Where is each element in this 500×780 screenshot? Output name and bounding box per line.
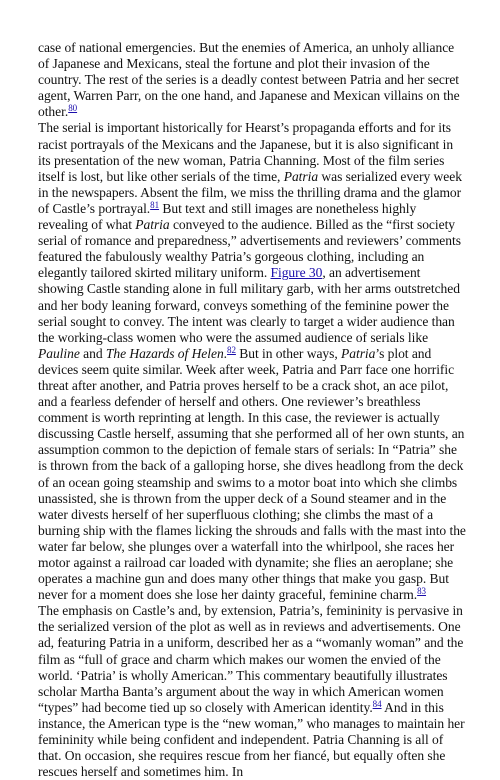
paragraph-1	[38, 40, 466, 120]
footnote-ref	[68, 103, 77, 113]
body-text: ’s plot and devices seem quite similar. Week after week, Patria and Parr face one horrific threat after another, and Patria proves herself to be a crack shot, an ace pilot, and a fearless defender of herself and others. One reviewer’s breathless comment is worth reprinting at length. In this case, the reviewer is actually discussing Castle herself, assuming that she performed all of her own stunts, an assumption common to the depiction of female stars of serials: In “Patria” she is thrown from the back of a galloping horse, she dives headlong from the deck of an ocean going steamship and swims to a motor boat into which she climbs unassisted, she is thrown from the upper deck of a Sound steamer and in the water divests herself of her superfluous clothing; she climbs the mast of a burning ship with the flames licking the shrouds and falls with the mast into the water far below, she plunges over a waterfall into the whirlpool, she races her motor against a railroad car loaded with dynamite; she flies an aeroplane; she operates a machine gun and does many other things that make you gasp. But never for a moment does she lose her dainty graceful, feminine charm.	[38, 345, 466, 603]
footnote-ref	[373, 699, 382, 709]
footnote-ref	[227, 345, 236, 355]
body-text: The emphasis on Castle’s and, by extension, Patria’s, femininity is pervasive in the serialized version of the plot as well as in reviews and advertisements. One ad, featuring Patria in a uniform, described her as a “womanly woman” and the film as “full of grace and charm which makes our women the envied of the world. ‘Patria’ is wholly American.” This commentary beautifully illustrates scholar Martha Banta’s argument about the way in which American women “types” had become tied up so closely with American identity.	[38, 603, 464, 715]
footnote-link[interactable]: 84	[372, 698, 382, 709]
body-text: The serial is important historically for Hearst’s propaganda efforts and for its racist portrayals of the Mexicans and the Japanese, but it is also significant in its presentation of the new woman, Patria Channing. Most of the film series itself is lost, but like other serials of the time,	[38, 120, 454, 184]
footnote-link[interactable]: 83	[417, 586, 427, 597]
body-text: And in this instance, the American type is the “new woman,” who manages to maintain her femininity while being confident and independent. Patria Channing is all of that. On occasion, she requires rescue from her fiancé, but equally often she rescues herself and sometimes him. In	[38, 699, 465, 780]
footnote-link[interactable]: 80	[68, 103, 78, 114]
page-body	[38, 40, 466, 780]
body-text: But in other ways,	[235, 345, 342, 361]
italic-title: Pauline	[38, 345, 80, 361]
footnote-ref	[417, 586, 426, 596]
paragraph-3	[38, 603, 466, 780]
footnote-link[interactable]: 81	[150, 199, 160, 210]
footnote-ref	[150, 200, 159, 210]
body-text: was serialized every week in the newspapers. Absent the film, we miss the thrilling drama and the glamor of Castle’s portrayal.	[38, 168, 462, 216]
body-text: conveyed to the audience. Billed as the “first society serial of romance and preparedness,” advertisements and reviewers’ comments featured the fabulously wealthy Patria’s gorgeous clothing, including an elegantly tailored skirted military uniform.	[38, 217, 461, 281]
body-text: .	[223, 345, 228, 361]
body-text: and	[79, 345, 106, 361]
paragraph-2	[38, 120, 466, 603]
italic-title: Patria	[341, 345, 376, 361]
body-text: , an advertisement showing Castle standing alone in full military garb, with her arms outstretched and her body leaning forward, conveys something of the feminine power the serial sought to convey. The intent was clearly to target a wider audience than the working-class women who were the assumed audience of serials like	[38, 265, 460, 345]
footnote-link[interactable]: 82	[227, 344, 236, 355]
italic-title: Patria	[283, 168, 319, 184]
italic-title: Patria	[135, 217, 170, 233]
body-text: But text and still images are nonetheless highly revealing of what	[38, 200, 417, 233]
figure-link[interactable]: Figure 30	[270, 265, 323, 281]
body-text: case of national emergencies. But the enemies of America, an unholy alliance of Japanese and Mexicans, steal the fortune and plot their invasion of the country. The rest of the series is a deadly contest between Patria and her secret agent, Warren Parr, on the one hand, and Japanese and Mexican villains on the other.	[38, 40, 460, 120]
italic-title: The Hazards of Helen	[105, 345, 224, 361]
